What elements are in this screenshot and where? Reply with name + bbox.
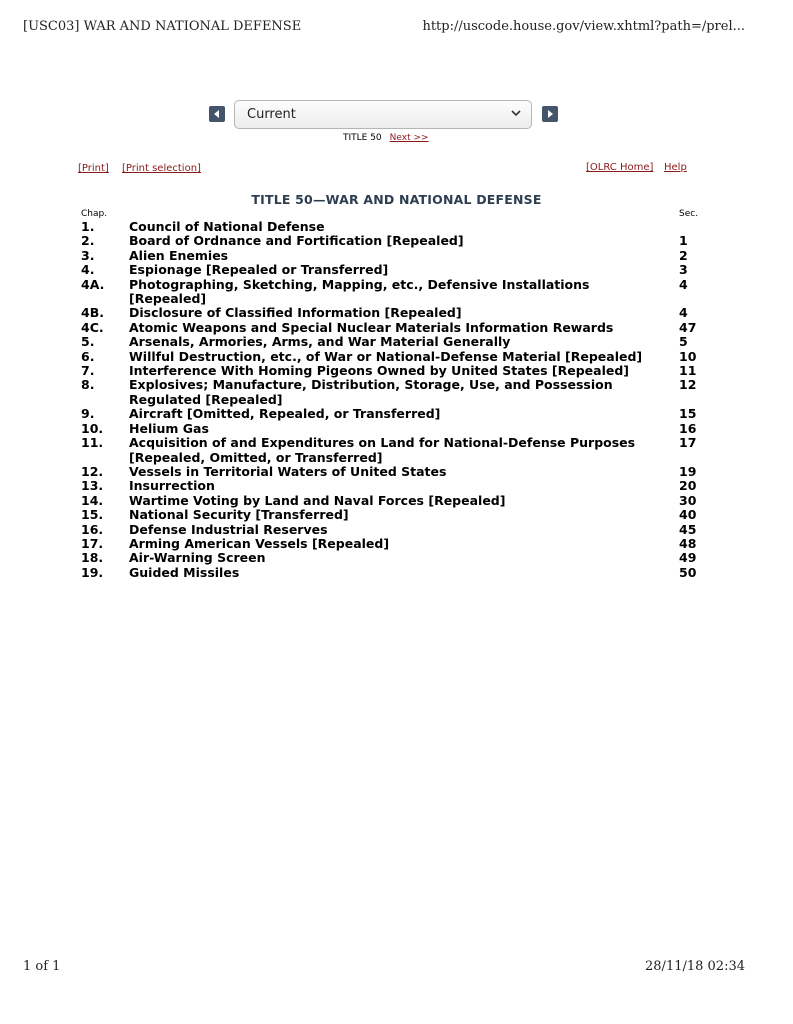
chapter-row [81,321,695,335]
chapter-list [81,220,695,580]
chapter-section-number: 48 [679,535,697,551]
title-heading: TITLE 50—WAR AND NATIONAL DEFENSE [251,192,542,207]
chapter-row [81,465,695,479]
chapter-link[interactable]: Willful Destruction, etc., of War or National-Defense Material [Repealed] [129,348,643,364]
chapter-link[interactable]: Arsenals, Armories, Arms, and War Material Generally [129,334,511,350]
chapter-section-number: 40 [679,507,697,523]
chapter-section-number: 47 [679,319,697,335]
chapter-link[interactable]: Wartime Voting by Land and Naval Forces [Repealed] [129,492,506,508]
version-select[interactable] [234,100,532,129]
chapter-link[interactable]: Defense Industrial Reserves [129,521,328,537]
print-date: 28/11/18 02:34 [645,959,745,974]
chapter-link[interactable]: Vessels in Territorial Waters of United States [129,463,447,479]
chapter-row [81,551,695,565]
print-selection-link[interactable]: [Print selection] [122,163,201,174]
chapter-number: 4B. [81,305,104,321]
chapter-link[interactable]: Alien Enemies [129,247,229,263]
version-nav [209,100,559,130]
chapter-link[interactable]: Guided Missiles [129,564,240,580]
chapter-number: 9. [81,406,95,422]
chapter-number: 2. [81,233,95,249]
help-link[interactable]: Help [664,162,687,173]
chapter-row [81,566,695,580]
chapter-row [81,407,695,421]
chapter-section-number: 17 [679,435,697,451]
version-select-value: Current [247,107,296,122]
chapter-row [81,278,695,307]
chapter-link[interactable]: Espionage [Repealed or Transferred] [129,262,389,278]
chapter-link[interactable]: Disclosure of Classified Information [Repealed] [129,305,462,321]
chapter-section-number: 2 [679,247,688,263]
chapter-row [81,350,695,364]
chapter-section-number: 5 [679,334,688,350]
chapter-number: 14. [81,492,104,508]
chapter-number: 16. [81,521,104,537]
chapter-column-header: Chap. [81,209,108,219]
chapter-link[interactable]: Arming American Vessels [Repealed] [129,535,390,551]
chapter-number: 10. [81,420,104,436]
chapter-link[interactable]: National Security [Transferred] [129,507,349,523]
print-footer [23,959,745,977]
arrow-left-icon [213,110,221,118]
current-title-label: TITLE 50 [343,133,382,143]
chapter-link[interactable]: Aircraft [Omitted, Repealed, or Transferred] [129,406,441,422]
chapter-row [81,220,695,234]
chapter-number: 17. [81,535,104,551]
chapter-number: 12. [81,463,104,479]
chapter-section-number: 19 [679,463,697,479]
next-title-link[interactable]: Next >> [389,133,429,143]
chapter-section-number: 49 [679,550,697,566]
chapter-row [81,378,695,407]
chapter-number: 3. [81,247,95,263]
chapter-number: 5. [81,334,95,350]
chapter-section-number: 20 [679,478,697,494]
print-header-url: http://uscode.house.gov/view.xhtml?path=/prel... [422,19,745,34]
print-link[interactable]: [Print] [78,163,109,174]
chapter-number: 4. [81,262,95,278]
chapter-number: 11. [81,435,104,451]
chapter-section-number: 30 [679,492,697,508]
chapter-row [81,436,695,465]
chapter-row [81,234,695,248]
chapter-link[interactable]: Insurrection [129,478,215,494]
chapter-section-number: 12 [679,377,697,393]
chapter-link[interactable]: Helium Gas [129,420,209,436]
chapter-link[interactable]: Atomic Weapons and Special Nuclear Materials Information Rewards [129,319,614,335]
chapter-number: 8. [81,377,95,393]
chapter-number: 6. [81,348,95,364]
chapter-section-number: 4 [679,276,688,292]
chapter-link[interactable]: Photographing, Sketching, Mapping, etc., Defensive Installations [Repealed] [129,276,590,307]
chapter-section-number: 50 [679,564,697,580]
page-count: 1 of 1 [23,959,61,974]
chapter-number: 4C. [81,319,104,335]
chapter-row [81,537,695,551]
chapter-section-number: 11 [679,363,697,379]
previous-version-button[interactable] [209,106,225,122]
olrc-home-link[interactable]: [OLRC Home] [586,162,654,173]
chapter-number: 18. [81,550,104,566]
chapter-section-number: 3 [679,262,688,278]
print-header-title: [USC03] WAR AND NATIONAL DEFENSE [23,19,302,34]
chapter-section-number: 10 [679,348,697,364]
chapter-link[interactable]: Board of Ordnance and Fortification [Repealed] [129,233,464,249]
title-nav [343,133,429,145]
chapter-row [81,306,695,320]
chapter-link[interactable]: Air-Warning Screen [129,550,266,566]
chapter-link[interactable]: Council of National Defense [129,219,325,234]
chapter-link[interactable]: Acquisition of and Expenditures on Land for National-Defense Purposes [Repealed, Omitted, or Transferred] [129,435,636,465]
section-column-header: Sec. [679,209,699,219]
chapter-row [81,479,695,493]
chapter-number: 15. [81,507,104,523]
chapter-row [81,494,695,508]
print-header [23,19,745,37]
chapter-row [81,364,695,378]
arrow-right-icon [546,110,554,118]
chapter-link[interactable]: Interference With Homing Pigeons Owned by United States [Repealed] [129,363,630,379]
chapter-row [81,263,695,277]
chapter-row [81,249,695,263]
chapter-row [81,508,695,522]
chapter-section-number: 15 [679,406,697,422]
chapter-section-number: 1 [679,233,688,249]
chapter-row [81,335,695,349]
chapter-section-number: 4 [679,305,688,321]
chapter-row [81,523,695,537]
next-version-button[interactable] [542,106,558,122]
chapter-number: 13. [81,478,104,494]
chapter-number: 19. [81,564,104,580]
chapter-number: 7. [81,363,95,379]
chevron-down-icon [511,110,521,117]
chapter-section-number: 16 [679,420,697,436]
chapter-row [81,422,695,436]
chapter-number: 4A. [81,276,105,292]
chapter-number: 1. [81,219,95,234]
chapter-section-number: 45 [679,521,697,537]
chapter-link[interactable]: Explosives; Manufacture, Distribution, Storage, Use, and Possession Regulated [Repealed] [129,377,613,407]
